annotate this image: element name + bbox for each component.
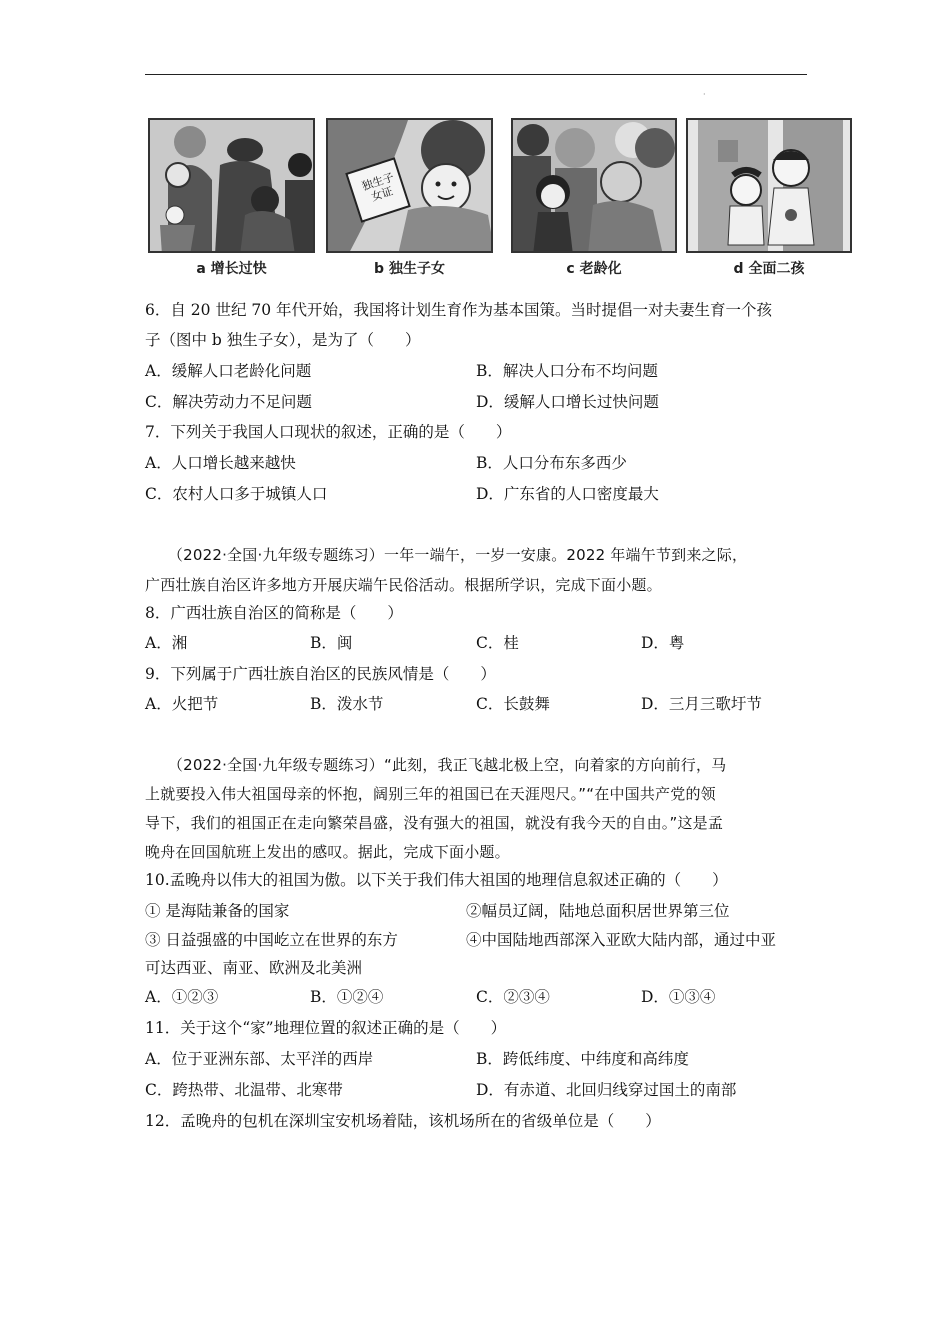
- intro2-line4: 晚舟在回国航班上发出的感叹。据此，完成下面小题。: [145, 843, 510, 861]
- q8-option-d: D．粤: [641, 634, 685, 652]
- header-rule: [145, 74, 807, 75]
- q11-option-c: C．跨热带、北温带、北寒带: [145, 1081, 343, 1099]
- intro1-line2: 广西壮族自治区许多地方开展庆端午民俗活动。根据所学识，完成下面小题。: [145, 576, 662, 594]
- intro2-line1: （2022·全国·九年级专题练习）“此刻，我正飞越北极上空，向着家的方向前行，马: [145, 756, 727, 774]
- q10-option-a: A．①②③: [145, 988, 219, 1006]
- panel-b-caption: b 独生子女: [374, 261, 445, 277]
- q7-option-c: C．农村人口多于城镇人口: [145, 485, 328, 503]
- intro2-line2: 上就要投入伟大祖国母亲的怀抱，阔别三年的祖国已在天涯咫尺。”“在中国共产党的领: [145, 785, 716, 803]
- panel-d-caption: d 全面二孩: [733, 261, 805, 277]
- q6-option-d: D．缓解人口增长过快问题: [476, 393, 659, 411]
- q7-stem: 7．下列关于我国人口现状的叙述，正确的是（ ）: [145, 423, 512, 441]
- q10-statement-2: ②幅员辽阔，陆地总面积居世界第三位: [466, 902, 730, 920]
- q8-stem: 8．广西壮族自治区的简称是（ ）: [145, 604, 403, 622]
- q6-stem-line2: 子（图中 b 独生子女），是为了（ ）: [145, 331, 421, 349]
- q8-option-a: A．湘: [145, 634, 188, 652]
- certificate-text: 独生子女证: [360, 170, 396, 204]
- panel-a: [148, 118, 315, 290]
- q6-stem-line1: 6．自 20 世纪 70 年代开始，我国将计划生育作为基本国策。当时提倡一对夫妻生育一个孩: [145, 301, 773, 319]
- q10-statement-3: ③ 日益强盛的中国屹立在世界的东方: [145, 931, 398, 949]
- header-dot: ·: [703, 90, 706, 99]
- q12-stem: 12．孟晚舟的包机在深圳宝安机场着陆，该机场所在的省级单位是（ ）: [145, 1112, 661, 1130]
- q8-option-b: B．闽: [310, 634, 353, 652]
- intro1-line1: （2022·全国·九年级专题练习）一年一端午，一岁一安康。2022 年端午节到来之际，: [145, 546, 748, 564]
- panel-b: [326, 118, 493, 290]
- q7-option-a: A．人口增长越来越快: [145, 454, 296, 472]
- q9-option-b: B．泼水节: [310, 695, 384, 713]
- q11-option-d: D．有赤道、北回归线穿过国土的南部: [476, 1081, 737, 1099]
- intro2-line3: 导下，我们的祖国正在走向繁荣昌盛，没有强大的祖国，就没有我今天的自由。”这是孟: [145, 814, 724, 832]
- one-child-illustration-icon: [326, 118, 493, 253]
- q10-statement-1: ① 是海陆兼备的国家: [145, 902, 290, 920]
- q6-option-a: A．缓解人口老龄化问题: [145, 362, 312, 380]
- q9-option-d: D．三月三歌圩节: [641, 695, 762, 713]
- population-figure: [145, 118, 855, 290]
- q9-option-c: C．长鼓舞: [476, 695, 550, 713]
- panel-c-caption: c 老龄化: [566, 261, 622, 277]
- q9-stem: 9．下列属于广西壮族自治区的民族风情是（ ）: [145, 665, 496, 683]
- q6-option-c: C．解决劳动力不足问题: [145, 393, 312, 411]
- q11-option-a: A．位于亚洲东部、太平洋的西岸: [145, 1050, 374, 1068]
- q9-option-a: A．火把节: [145, 695, 219, 713]
- elderly-illustration-icon: [511, 118, 677, 253]
- q7-option-d: D．广东省的人口密度最大: [476, 485, 659, 503]
- crowd-illustration-icon: [148, 118, 315, 253]
- q10-statement-4-cont: 可达西亚、南亚、欧洲及北美洲: [145, 959, 363, 977]
- panel-c: [511, 118, 677, 290]
- q7-option-b: B．人口分布东多西少: [476, 454, 627, 472]
- two-child-illustration-icon: [686, 118, 852, 253]
- q10-option-d: D．①③④: [641, 988, 716, 1006]
- q10-stem: 10.孟晚舟以伟大的祖国为傲。以下关于我们伟大祖国的地理信息叙述正确的（ ）: [145, 871, 728, 889]
- q11-stem: 11．关于这个“家”地理位置的叙述正确的是（ ）: [145, 1019, 507, 1037]
- q8-option-c: C．桂: [476, 634, 519, 652]
- panel-a-caption: a 增长过快: [196, 261, 267, 277]
- q10-option-b: B．①②④: [310, 988, 384, 1006]
- q10-option-c: C．②③④: [476, 988, 550, 1006]
- q11-option-b: B．跨低纬度、中纬度和高纬度: [476, 1050, 689, 1068]
- q6-option-b: B．解决人口分布不均问题: [476, 362, 658, 380]
- q10-statement-4: ④中国陆地西部深入亚欧大陆内部，通过中亚: [466, 931, 777, 949]
- panel-d: [686, 118, 852, 290]
